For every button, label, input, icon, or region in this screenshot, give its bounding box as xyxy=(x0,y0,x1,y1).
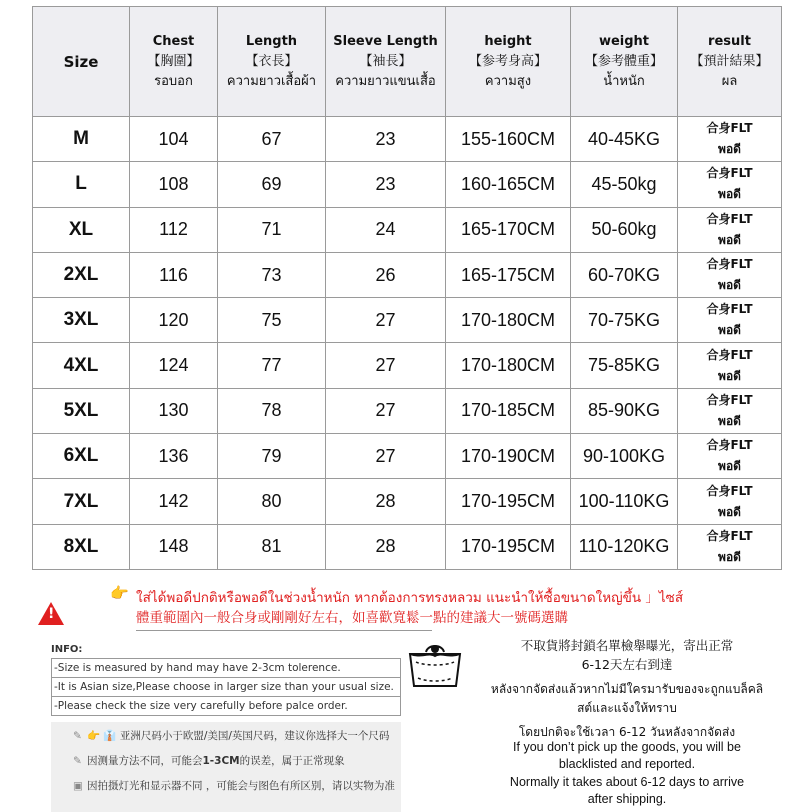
note-color-difference: ▣ 因拍摄灯光和显示器不同 ，可能会与图色有所区别，请以实物为准 xyxy=(73,780,395,792)
result-cell xyxy=(678,479,782,524)
length-header: Length 【衣長】 ความยาวเสื้อผ้า xyxy=(218,7,326,117)
camera-icon: ▣ xyxy=(73,780,83,792)
result-cell xyxy=(678,298,782,343)
table-row xyxy=(33,434,782,479)
shipping-th-line: หลังจากจัดส่งแล้วหากไม่มีใครมารับของจะถูกแบล็คลิ xyxy=(490,682,764,696)
shipping-en-line: blacklisted and reported. xyxy=(558,757,696,771)
table-row xyxy=(33,479,782,524)
size-cell: 3XL xyxy=(33,298,130,343)
chest-cell: 148 xyxy=(130,524,218,569)
length-cell: 73 xyxy=(218,252,326,297)
height-cell: 170-195CM xyxy=(446,524,571,569)
info-line: -It is Asian size,Please choose in larger size than your usual size. xyxy=(51,677,401,696)
result-text: 合身FLT xyxy=(706,257,753,272)
shipping-cn-line: 不取貨將封鎖名單檢舉曝光，寄出正常 xyxy=(520,638,734,653)
sleeve-cell: 23 xyxy=(326,162,446,207)
height-cell: 165-175CM xyxy=(446,252,571,297)
weight-header: weight 【参考體重】 น้ำหนัก xyxy=(571,7,678,117)
shipping-en-line: after shipping. xyxy=(587,792,667,806)
size-cell: 4XL xyxy=(33,343,130,388)
chest-cell: 142 xyxy=(130,479,218,524)
table-row xyxy=(33,252,782,297)
sleeve-cell: 28 xyxy=(326,479,446,524)
result-cell xyxy=(678,524,782,569)
pencil-icon: ✎ xyxy=(73,730,82,742)
height-cell: 155-160CM xyxy=(446,117,571,162)
weight-cell: 60-70KG xyxy=(571,252,678,297)
result-header: result 【預計結果】 ผล xyxy=(678,7,782,117)
shipping-en-line: If you don’t pick up the goods, you will be xyxy=(513,740,741,754)
table-row xyxy=(33,343,782,388)
height-cell: 165-170CM xyxy=(446,207,571,252)
length-cell: 69 xyxy=(218,162,326,207)
chest-cell: 124 xyxy=(130,343,218,388)
size-cell: M xyxy=(33,117,130,162)
sleeve-cell: 23 xyxy=(326,117,446,162)
result-cell xyxy=(678,434,782,479)
info-title: INFO: xyxy=(51,644,83,655)
height-cell: 170-180CM xyxy=(446,298,571,343)
result-cell xyxy=(678,207,782,252)
sleeve-cell: 28 xyxy=(326,524,446,569)
shipping-th-line: โดยปกติจะใช้เวลา 6-12 วันหลังจากจัดส่ง xyxy=(518,725,736,739)
note-asian-size: ✎ 👉 👔 亚洲尺码小于欧盟/美国/英国尺码，建议你选择大一个尺码 xyxy=(73,730,390,742)
size-cell: 6XL xyxy=(33,434,130,479)
sleeve-cell: 27 xyxy=(326,343,446,388)
notice-text-thai: ใส่ได้พอดีปกติหรือพอดีในช่วงน้ำหนัก หากต้องการทรงหลวม แนะนำให้ซื้อขนาดใหญ่ขึ้น 」ไซส์ xyxy=(136,590,684,606)
result-text: 合身FLT xyxy=(706,528,753,543)
pointing-hand-icon: 👉 xyxy=(110,584,129,602)
sleeve-cell: 27 xyxy=(326,388,446,433)
table-row xyxy=(33,162,782,207)
shipping-th-line: สต์และแจ้งให้ทราบ xyxy=(577,701,677,715)
pencil-icon: ✎ xyxy=(73,755,82,767)
result-text: 合身FLT xyxy=(706,121,753,136)
result-cell xyxy=(678,162,782,207)
chest-cell: 116 xyxy=(130,252,218,297)
notice-text-chinese: 體重範圍內一般合身或剛剛好左右，如喜歡寬鬆一點的建議大一號碼選購 xyxy=(136,610,568,626)
height-header: height 【参考身高】 ความสูง xyxy=(446,7,571,117)
size-cell: 8XL xyxy=(33,524,130,569)
height-cell: 170-180CM xyxy=(446,343,571,388)
size-cell: XL xyxy=(33,207,130,252)
result-text: 合身FLT xyxy=(706,438,753,453)
result-text: พอดี xyxy=(718,549,741,564)
result-cell xyxy=(678,252,782,297)
result-text: พอดี xyxy=(718,368,741,383)
result-cell xyxy=(678,343,782,388)
result-text: พอดี xyxy=(718,232,741,247)
length-cell: 77 xyxy=(218,343,326,388)
result-cell xyxy=(678,117,782,162)
table-row xyxy=(33,524,782,569)
size-chart-table xyxy=(32,6,782,570)
fit-notice xyxy=(36,586,796,626)
size-cell: 7XL xyxy=(33,479,130,524)
length-cell: 80 xyxy=(218,479,326,524)
shipping-en-line: Normally it takes about 6-12 days to arrive xyxy=(509,775,745,789)
chest-cell: 120 xyxy=(130,298,218,343)
table-row xyxy=(33,388,782,433)
result-text: พอดี xyxy=(718,413,741,428)
weight-cell: 90-100KG xyxy=(571,434,678,479)
sleeve-cell: 27 xyxy=(326,298,446,343)
info-line: -Size is measured by hand may have 2-3cm tolerence. xyxy=(51,658,401,677)
table-row xyxy=(33,298,782,343)
warning-triangle-icon xyxy=(38,602,64,625)
result-text: พอดี xyxy=(718,323,741,338)
info-box xyxy=(51,644,401,716)
chest-cell: 108 xyxy=(130,162,218,207)
chest-cell: 104 xyxy=(130,117,218,162)
length-cell: 67 xyxy=(218,117,326,162)
height-cell: 170-195CM xyxy=(446,479,571,524)
length-cell: 75 xyxy=(218,298,326,343)
height-cell: 170-190CM xyxy=(446,434,571,479)
result-text: 合身FLT xyxy=(706,302,753,317)
length-cell: 79 xyxy=(218,434,326,479)
result-text: 合身FLT xyxy=(706,347,753,362)
result-text: 合身FLT xyxy=(706,166,753,181)
result-text: พอดี xyxy=(718,278,741,293)
weight-cell: 110-120KG xyxy=(571,524,678,569)
length-cell: 78 xyxy=(218,388,326,433)
size-header: Size xyxy=(33,7,130,117)
sleeve-cell: 27 xyxy=(326,434,446,479)
size-cell: 2XL xyxy=(33,252,130,297)
result-text: 合身FLT xyxy=(706,483,753,498)
weight-cell: 85-90KG xyxy=(571,388,678,433)
package-box-icon xyxy=(404,640,466,694)
shipping-cn-line: 6-12天左右到達 xyxy=(581,657,673,672)
weight-cell: 100-110KG xyxy=(571,479,678,524)
sleeve-cell: 26 xyxy=(326,252,446,297)
length-cell: 81 xyxy=(218,524,326,569)
result-text: 合身FLT xyxy=(706,392,753,407)
weight-cell: 50-60kg xyxy=(571,207,678,252)
size-cell: L xyxy=(33,162,130,207)
weight-cell: 75-85KG xyxy=(571,343,678,388)
result-text: พอดี xyxy=(718,142,741,157)
weight-cell: 40-45KG xyxy=(571,117,678,162)
result-text: พอดี xyxy=(718,187,741,202)
notice-divider xyxy=(136,630,432,631)
sleeve-cell: 24 xyxy=(326,207,446,252)
length-cell: 71 xyxy=(218,207,326,252)
chest-header: Chest 【胸圍】 รอบอก xyxy=(130,7,218,117)
result-cell xyxy=(678,388,782,433)
table-header-row xyxy=(33,7,782,117)
weight-cell: 70-75KG xyxy=(571,298,678,343)
height-cell: 170-185CM xyxy=(446,388,571,433)
table-row xyxy=(33,117,782,162)
chest-cell: 112 xyxy=(130,207,218,252)
weight-cell: 45-50kg xyxy=(571,162,678,207)
table-row xyxy=(33,207,782,252)
height-cell: 160-165CM xyxy=(446,162,571,207)
sleeve-header: Sleeve Length 【袖長】 ความยาวแขนเสื้อ xyxy=(326,7,446,117)
note-measure-tolerance: ✎ 因测量方法不同，可能会1-3CM的误差，属于正常现象 xyxy=(73,755,345,767)
info-line: -Please check the size very carefully before palce order. xyxy=(51,696,401,716)
result-text: พอดี xyxy=(718,504,741,519)
chest-cell: 136 xyxy=(130,434,218,479)
notes-box xyxy=(51,722,401,812)
result-text: พอดี xyxy=(718,459,741,474)
result-text: 合身FLT xyxy=(706,211,753,226)
chest-cell: 130 xyxy=(130,388,218,433)
size-cell: 5XL xyxy=(33,388,130,433)
